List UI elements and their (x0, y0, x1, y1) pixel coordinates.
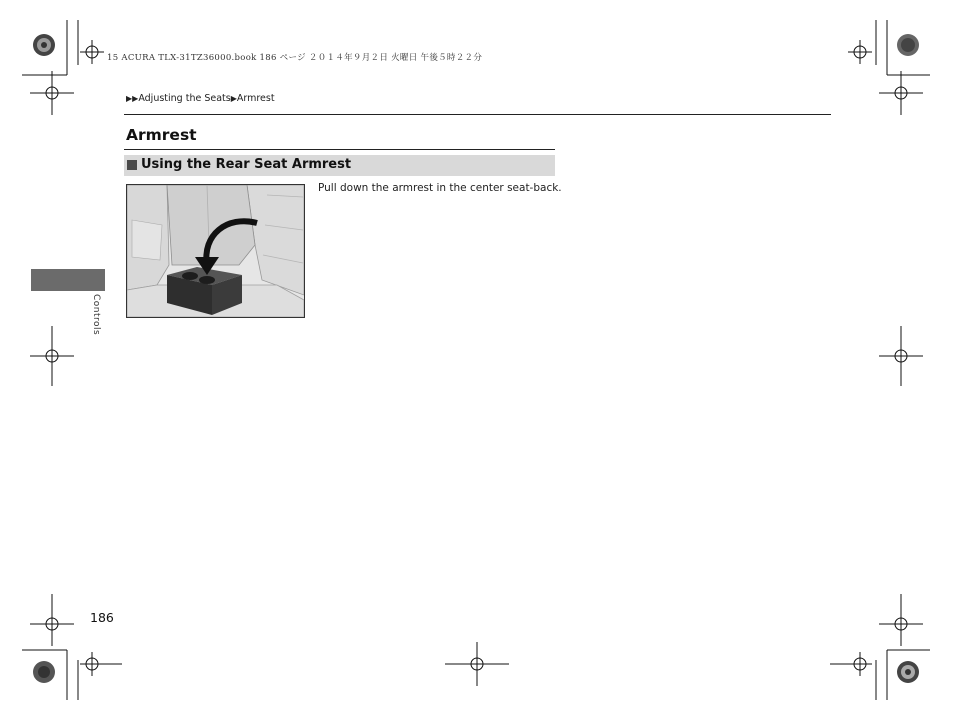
chapter-label: Controls (91, 294, 101, 336)
page-number: 186 (90, 610, 114, 625)
breadcrumb-separator-icon: ▶ (230, 94, 237, 103)
breadcrumb (126, 93, 275, 104)
title-rule (124, 149, 555, 150)
chapter-tab (31, 269, 105, 291)
section-title: Armrest (126, 126, 197, 144)
subheader-title: Using the Rear Seat Armrest (141, 157, 352, 172)
print-header: 15 ACURA TLX-31TZ36000.book 186 ページ ２０１４年９月２日 火曜日 午後５時２２分 (107, 53, 483, 63)
header-rule (124, 114, 831, 115)
body-text: Pull down the armrest in the center seat-back. (318, 182, 562, 194)
square-bullet-icon (127, 160, 137, 170)
breadcrumb-current: Armrest (236, 93, 275, 104)
breadcrumb-separator-icon: ▶▶ (126, 94, 139, 103)
armrest-illustration (126, 184, 305, 318)
breadcrumb-parent-link[interactable]: Adjusting the Seats (138, 93, 231, 104)
subheader-bar (124, 155, 555, 176)
